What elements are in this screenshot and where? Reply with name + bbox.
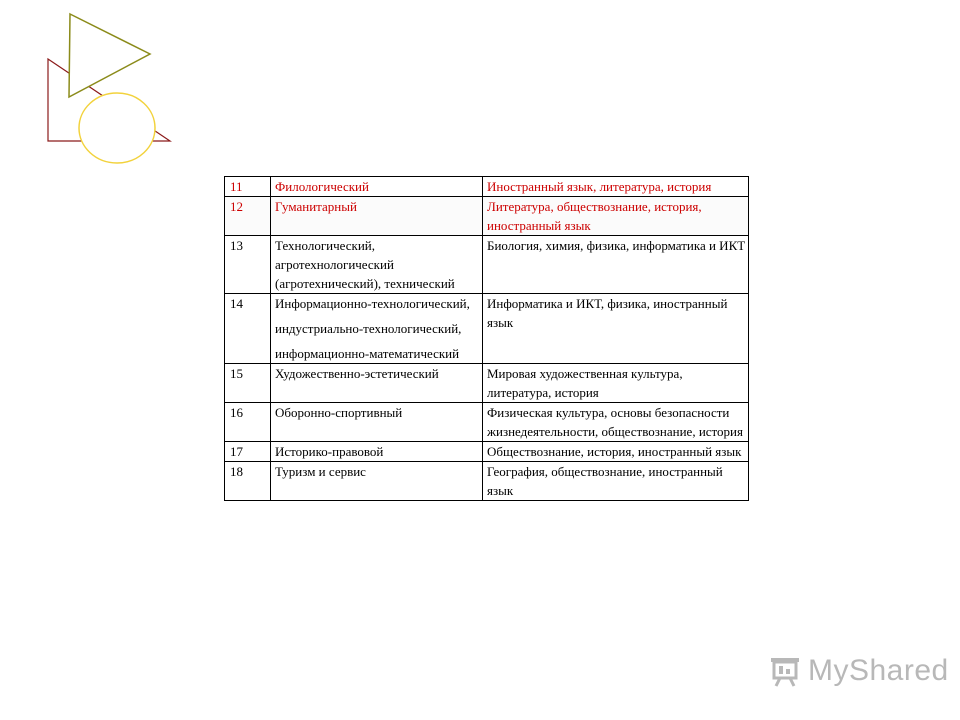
profile-name: [271, 294, 483, 364]
olive-triangle: [69, 14, 150, 97]
row-number: 12: [225, 197, 271, 236]
profile-subjects: Обществознание, история, иностранный язык: [483, 442, 749, 462]
profile-subjects: Литература, обществознание, история, иностранный язык: [483, 197, 749, 236]
table-row: [225, 236, 749, 294]
profile-name: [271, 462, 483, 501]
decorative-shapes: [0, 0, 200, 180]
profiles-table: [224, 176, 749, 501]
row-number: 17: [225, 442, 271, 462]
row-number: 18: [225, 462, 271, 501]
profile-name-part: Гуманитарный: [275, 199, 357, 214]
profile-name-part: Технологический, агротехнологический (агротехнический), технический: [275, 238, 455, 291]
yellow-circle: [79, 93, 155, 163]
profile-name: [271, 442, 483, 462]
myshared-watermark: [768, 654, 949, 688]
profile-subjects: Биология, химия, физика, информатика и ИКТ: [483, 236, 749, 294]
profile-subjects: Иностранный язык, литература, история: [483, 177, 749, 197]
profile-subjects: География, обществознание, иностранный язык: [483, 462, 749, 501]
profile-subjects: Мировая художественная культура, литература, история: [483, 364, 749, 403]
table-row: [225, 403, 749, 442]
watermark-text: MyShared: [808, 654, 949, 687]
profile-name-part: Филологический: [275, 179, 369, 194]
profile-subjects: Физическая культура, основы безопасности жизнедеятельности, обществознание, история: [483, 403, 749, 442]
profile-name-part: информационно-математический: [275, 346, 460, 361]
table-row: [225, 442, 749, 462]
profile-name: [271, 177, 483, 197]
profile-name-part: Художественно-эстетический: [275, 366, 439, 381]
row-number: 13: [225, 236, 271, 294]
profile-name-part: индустриально-технологический,: [275, 321, 462, 336]
profile-name-part: Информационно-технологический,: [275, 296, 470, 311]
row-number: 15: [225, 364, 271, 403]
profile-name: [271, 197, 483, 236]
presentation-board-icon: [768, 654, 802, 688]
table-row: [225, 294, 749, 364]
profile-name-part: Туризм и сервис: [275, 464, 366, 479]
table-row: [225, 462, 749, 501]
profile-name: [271, 364, 483, 403]
profile-name-part: Историко-правовой: [275, 444, 384, 459]
table-row: [225, 177, 749, 197]
row-number: 14: [225, 294, 271, 364]
table-row: [225, 364, 749, 403]
profile-subjects: Информатика и ИКТ, физика, иностранный язык: [483, 294, 749, 364]
row-number: 11: [225, 177, 271, 197]
table-row: [225, 197, 749, 236]
profile-name: [271, 403, 483, 442]
profile-name-part: Оборонно-спортивный: [275, 405, 403, 420]
profile-name: [271, 236, 483, 294]
row-number: 16: [225, 403, 271, 442]
